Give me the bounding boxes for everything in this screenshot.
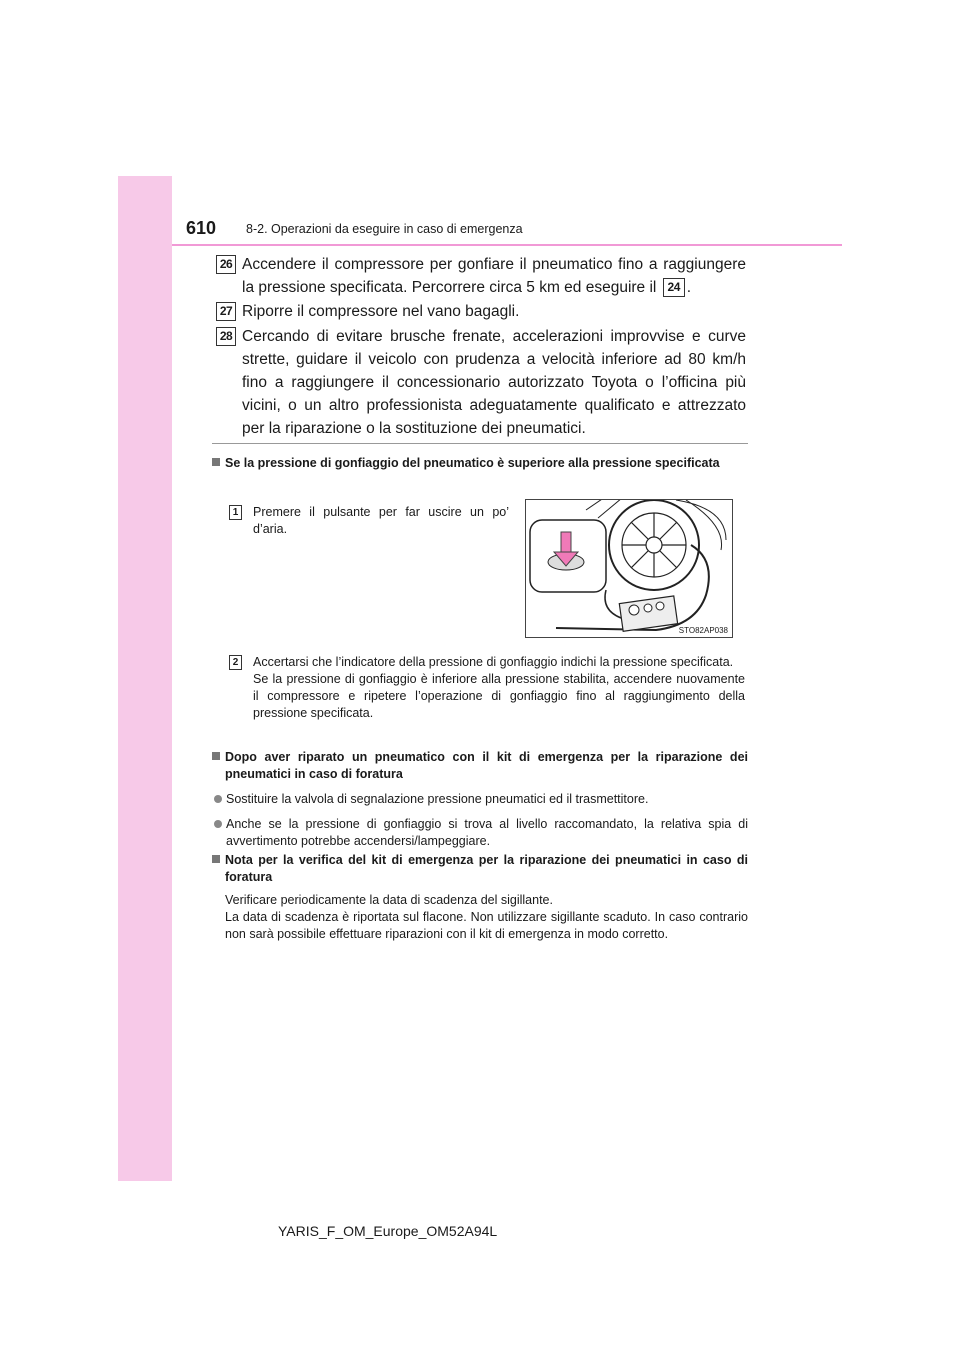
paragraph: La data di scadenza è riportata sul flacone. Non utilizzare sigillante scaduto. In caso contrario non sarà possibile effettuare riparazioni con il kit di emergenza in modo corretto. <box>225 910 748 941</box>
figure-pressure-release <box>525 499 733 638</box>
substep-text: Accertarsi che l’indicatore della pressione di gonfiaggio indichi la pressione specificata. <box>253 655 734 669</box>
substep-1 <box>229 504 509 538</box>
figure-code: STO82AP038 <box>678 626 728 635</box>
paragraph: Verificare periodicamente la data di scadenza del sigillante. <box>225 893 553 907</box>
header-rule <box>172 244 842 246</box>
page-number: 610 <box>186 218 217 238</box>
section-title: 8-2. Operazioni da eseguire in caso di emergenza <box>246 222 523 236</box>
document-code: YARIS_F_OM_Europe_OM52A94L <box>278 1223 498 1239</box>
substep-number-box: 1 <box>229 505 242 520</box>
circle-bullet-icon <box>214 795 222 803</box>
step-26 <box>216 253 746 299</box>
substep-text: Se la pressione di gonfiaggio è inferiore alla pressione stabilita, accendere nuovamente il compressore e ripetere l’operazione di gonfiaggio fino al raggiungimento della pressione specificata. <box>253 672 745 720</box>
step-number-box: 27 <box>216 302 236 321</box>
compressor-wheel-illustration <box>526 500 732 637</box>
note-heading: Nota per la verifica del kit di emergenza per la riparazione dei pneumatici in caso di foratura <box>212 852 748 886</box>
note-after-repair <box>212 749 748 850</box>
side-color-band <box>118 176 172 1181</box>
step-number-box: 28 <box>216 327 236 346</box>
note-kit-check <box>212 852 748 943</box>
square-bullet-icon <box>212 855 220 863</box>
substep-2 <box>229 654 745 722</box>
note-over-pressure <box>212 455 748 472</box>
step-text: Cercando di evitare brusche frenate, accelerazioni improvvise e curve strette, guidare il veicolo con prudenza a velocità inferiore ad 80 km/h fino a raggiungere il concessionario autorizzato Toyota o l’officina più vicini, o un altro professionista adeguatamente qualificato e attrezzato per la riparazione o la sostituzione dei pneumatici. <box>242 328 746 437</box>
note-heading: Dopo aver riparato un pneumatico con il kit di emergenza per la riparazione dei pneumatici in caso di foratura <box>212 749 748 783</box>
substep-text: Premere il pulsante per far uscire un po’ d’aria. <box>253 505 509 536</box>
note-heading: Se la pressione di gonfiaggio del pneumatico è superiore alla pressione specificata <box>212 455 748 472</box>
bullet-item: Sostituire la valvola di segnalazione pressione pneumatici ed il trasmettitore. <box>212 791 748 808</box>
circle-bullet-icon <box>214 820 222 828</box>
step-28 <box>216 325 746 440</box>
step-number-box: 26 <box>216 255 236 274</box>
step-text: Riporre il compressore nel vano bagagli. <box>242 303 520 320</box>
step-reference-box: 24 <box>663 278 685 297</box>
section-divider <box>212 443 748 444</box>
step-text: Accendere il compressore per gonfiare il pneumatico fino a raggiungere la pressione specificata. Percorrere circa 5 km ed eseguire il 24 . <box>242 256 746 296</box>
bullet-item: Anche se la pressione di gonfiaggio si trova al livello raccomandato, la relativa spia di avvertimento potrebbe accendersi/lampeggiare. <box>212 816 748 850</box>
square-bullet-icon <box>212 458 220 466</box>
square-bullet-icon <box>212 752 220 760</box>
substep-number-box: 2 <box>229 655 242 670</box>
step-27 <box>216 300 746 323</box>
